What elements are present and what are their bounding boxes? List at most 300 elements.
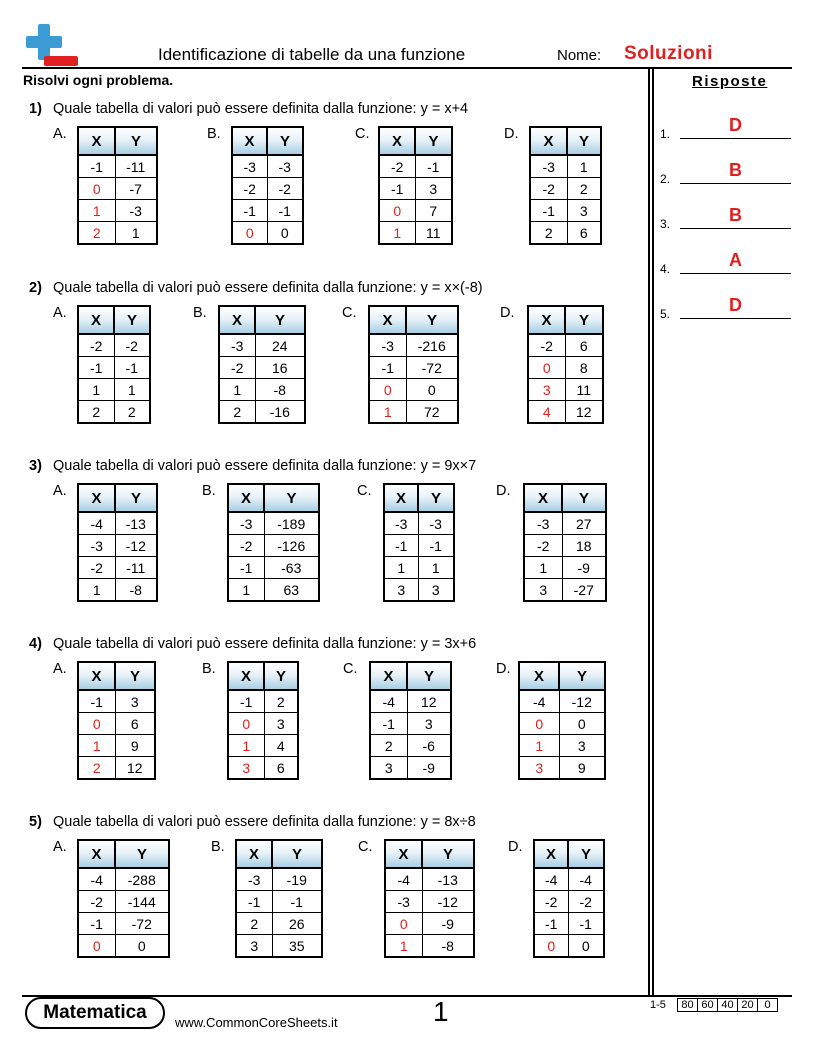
x-cell: -3 — [384, 512, 418, 535]
x-cell: 3 — [236, 935, 272, 958]
page-number: 1 — [433, 996, 449, 1027]
y-cell: 12 — [565, 401, 603, 424]
x-cell: -4 — [78, 868, 115, 891]
question-number: 2) — [29, 280, 42, 296]
table-row — [369, 357, 458, 379]
x-cell: -1 — [384, 535, 418, 557]
column-header-y: Y — [272, 840, 322, 868]
x-cell: -2 — [78, 334, 114, 357]
x-cell: -2 — [379, 155, 415, 178]
y-cell: 12 — [407, 690, 451, 713]
y-cell: -13 — [422, 868, 474, 891]
x-cell: -3 — [228, 512, 264, 535]
score-cell: 40 — [718, 999, 738, 1012]
x-cell: 0 — [78, 935, 115, 958]
y-cell: 26 — [272, 913, 322, 935]
table-row — [528, 334, 603, 357]
x-cell: 1 — [385, 935, 422, 958]
x-cell: -3 — [385, 891, 422, 913]
x-cell: 1 — [78, 735, 115, 757]
table-row — [228, 512, 319, 535]
table-row — [78, 222, 157, 245]
value-table — [368, 305, 459, 424]
score-table — [677, 998, 778, 1012]
x-cell: 1 — [228, 579, 264, 602]
x-cell: -2 — [534, 891, 568, 913]
question-prompt: Quale tabella di valori può essere definita dalla funzione: y = 3x+6 — [53, 636, 477, 652]
y-cell: 6 — [264, 757, 298, 780]
y-cell: 3 — [407, 713, 451, 735]
column-header-x: X — [369, 306, 406, 334]
option-label: B. — [207, 126, 221, 142]
y-cell: 35 — [272, 935, 322, 958]
value-table — [384, 839, 475, 958]
table-row — [534, 935, 604, 958]
column-header-x: X — [528, 306, 565, 334]
option-label: C. — [358, 839, 373, 855]
x-cell: -1 — [530, 200, 567, 222]
column-header-x: X — [78, 840, 115, 868]
table-row — [530, 222, 601, 245]
table-row — [385, 891, 474, 913]
table-row — [228, 690, 298, 713]
answer-number: 2. — [660, 172, 671, 186]
y-cell: -63 — [264, 557, 319, 579]
y-cell: 11 — [565, 379, 603, 401]
y-cell: 7 — [415, 200, 452, 222]
column-header-y: Y — [115, 127, 157, 155]
brand-badge: Matematica — [25, 997, 165, 1029]
y-cell: -19 — [272, 868, 322, 891]
table-row — [228, 579, 319, 602]
instructions: Risolvi ogni problema. — [23, 72, 174, 88]
answer-value: A — [729, 250, 742, 270]
y-cell: 72 — [406, 401, 458, 424]
y-cell: -12 — [422, 891, 474, 913]
y-cell: 27 — [562, 512, 606, 535]
table-row — [369, 379, 458, 401]
y-cell: 0 — [115, 935, 169, 958]
column-header-y: Y — [264, 484, 319, 512]
column-header-y: Y — [568, 840, 604, 868]
option-label: C. — [355, 126, 370, 142]
question-number: 5) — [29, 814, 42, 830]
column-header-x: X — [78, 662, 115, 690]
column-header-x: X — [519, 662, 559, 690]
x-cell: -1 — [78, 155, 115, 178]
table-row — [78, 178, 157, 200]
y-cell: -2 — [568, 891, 604, 913]
x-cell: -1 — [379, 178, 415, 200]
question-4-text — [29, 636, 476, 652]
x-cell: 1 — [519, 735, 559, 757]
table-row — [228, 735, 298, 757]
y-cell: 24 — [255, 334, 305, 357]
table-row — [219, 379, 305, 401]
y-cell: -216 — [406, 334, 458, 357]
y-cell: 3 — [559, 735, 605, 757]
table-row — [78, 200, 157, 222]
x-cell: -1 — [78, 357, 114, 379]
table-row — [78, 379, 150, 401]
x-cell: 1 — [78, 200, 115, 222]
question-prompt: Quale tabella di valori può essere definita dalla funzione: y = 8x÷8 — [53, 814, 476, 830]
y-cell: 0 — [568, 935, 604, 958]
y-cell: -3 — [418, 512, 454, 535]
x-cell: 0 — [228, 713, 264, 735]
column-header-x: X — [379, 127, 415, 155]
table-row — [379, 155, 452, 178]
option-label: A. — [53, 661, 67, 677]
x-cell: -3 — [369, 334, 406, 357]
table-row — [519, 713, 605, 735]
y-cell: -72 — [406, 357, 458, 379]
name-value: Soluzioni — [624, 43, 713, 64]
x-cell: -3 — [219, 334, 255, 357]
y-cell: -8 — [115, 579, 157, 602]
column-header-y: Y — [418, 484, 454, 512]
x-cell: -4 — [519, 690, 559, 713]
answer-value: B — [729, 160, 742, 180]
y-cell: -9 — [562, 557, 606, 579]
y-cell: -12 — [559, 690, 605, 713]
y-cell: 3 — [415, 178, 452, 200]
option-label: B. — [211, 839, 225, 855]
answer-number: 3. — [660, 217, 671, 231]
table-row — [534, 891, 604, 913]
y-cell: -288 — [115, 868, 169, 891]
x-cell: 1 — [78, 379, 114, 401]
x-cell: -2 — [232, 178, 267, 200]
column-header-y: Y — [115, 484, 157, 512]
table-row — [219, 334, 305, 357]
y-cell: -4 — [568, 868, 604, 891]
table-row — [384, 535, 454, 557]
table-row — [78, 579, 157, 602]
y-cell: 0 — [559, 713, 605, 735]
logo-icon — [22, 22, 80, 68]
x-cell: -1 — [369, 357, 406, 379]
x-cell: 0 — [534, 935, 568, 958]
y-cell: 2 — [264, 690, 298, 713]
column-header-y: Y — [115, 662, 155, 690]
y-cell: -1 — [568, 913, 604, 935]
table-row — [369, 334, 458, 357]
table-row — [530, 155, 601, 178]
x-cell: 2 — [219, 401, 255, 424]
table-row — [78, 155, 157, 178]
option-label: D. — [508, 839, 523, 855]
y-cell: 11 — [415, 222, 452, 245]
y-cell: -1 — [418, 535, 454, 557]
value-table — [235, 839, 323, 958]
option-label: D. — [500, 305, 515, 321]
value-table — [77, 483, 158, 602]
table-row — [369, 401, 458, 424]
answer-value: D — [729, 115, 742, 135]
question-2-text — [29, 280, 483, 296]
x-cell: -1 — [228, 557, 264, 579]
column-header-y: Y — [407, 662, 451, 690]
table-row — [78, 512, 157, 535]
answer-number: 1. — [660, 127, 671, 141]
y-cell: 9 — [559, 757, 605, 780]
question-number: 4) — [29, 636, 42, 652]
x-cell: 2 — [78, 222, 115, 245]
column-header-x: X — [534, 840, 568, 868]
x-cell: 3 — [384, 579, 418, 602]
column-header-x: X — [370, 662, 407, 690]
x-cell: 1 — [219, 379, 255, 401]
table-row — [528, 357, 603, 379]
x-cell: -4 — [78, 512, 115, 535]
table-row — [379, 178, 452, 200]
table-row — [78, 757, 155, 780]
value-table — [527, 305, 604, 424]
score-cell: 60 — [698, 999, 718, 1012]
table-row — [78, 334, 150, 357]
answer-value: B — [729, 205, 742, 225]
x-cell: -1 — [78, 690, 115, 713]
y-cell: -9 — [422, 913, 474, 935]
answer-number: 5. — [660, 307, 671, 321]
option-label: C. — [357, 483, 372, 499]
y-cell: 1 — [115, 222, 157, 245]
answers-title: Risposte — [692, 73, 768, 90]
column-header-y: Y — [267, 127, 303, 155]
y-cell: 6 — [565, 334, 603, 357]
column-header-y: Y — [562, 484, 606, 512]
table-row — [524, 512, 606, 535]
column-header-y: Y — [255, 306, 305, 334]
y-cell: -1 — [272, 891, 322, 913]
y-cell: 12 — [115, 757, 155, 780]
y-cell: 8 — [565, 357, 603, 379]
table-row — [78, 557, 157, 579]
table-row — [78, 690, 155, 713]
page-title: Identificazione di tabelle da una funzione — [158, 45, 466, 64]
x-cell: -1 — [370, 713, 407, 735]
x-cell: 4 — [528, 401, 565, 424]
y-cell: 3 — [264, 713, 298, 735]
question-prompt: Quale tabella di valori può essere definita dalla funzione: y = x+4 — [53, 101, 469, 117]
table-row — [219, 357, 305, 379]
column-header-y: Y — [406, 306, 458, 334]
table-row — [534, 913, 604, 935]
y-cell: 0 — [406, 379, 458, 401]
answer-line — [680, 228, 791, 229]
table-row — [78, 357, 150, 379]
column-header-y: Y — [415, 127, 452, 155]
column-header-x: X — [530, 127, 567, 155]
x-cell: 0 — [78, 713, 115, 735]
y-cell: 1 — [418, 557, 454, 579]
column-header-x: X — [78, 127, 115, 155]
column-header-y: Y — [114, 306, 150, 334]
score-cell: 0 — [758, 999, 778, 1012]
y-cell: -6 — [407, 735, 451, 757]
y-cell: 2 — [114, 401, 150, 424]
y-cell: 3 — [567, 200, 601, 222]
option-label: C. — [342, 305, 357, 321]
table-row — [384, 512, 454, 535]
column-header-y: Y — [559, 662, 605, 690]
x-cell: -1 — [236, 891, 272, 913]
answer-line — [680, 138, 791, 139]
table-row — [78, 891, 169, 913]
table-row — [384, 557, 454, 579]
y-cell: 9 — [115, 735, 155, 757]
answer-value: D — [729, 295, 742, 315]
table-row — [524, 535, 606, 557]
x-cell: 1 — [524, 557, 562, 579]
x-cell: -1 — [228, 690, 264, 713]
x-cell: -2 — [78, 557, 115, 579]
table-row — [519, 757, 605, 780]
table-row — [530, 200, 601, 222]
table-row — [78, 913, 169, 935]
option-label: C. — [343, 661, 358, 677]
table-row — [232, 222, 303, 245]
y-cell: 1 — [567, 155, 601, 178]
value-table — [378, 126, 453, 245]
table-row — [236, 868, 322, 891]
table-row — [228, 713, 298, 735]
option-label: A. — [53, 305, 67, 321]
question-number: 3) — [29, 458, 42, 474]
x-cell: -3 — [524, 512, 562, 535]
x-cell: 1 — [78, 579, 115, 602]
table-row — [385, 913, 474, 935]
column-header-x: X — [228, 662, 264, 690]
table-row — [385, 868, 474, 891]
x-cell: -4 — [534, 868, 568, 891]
score-cell: 20 — [738, 999, 758, 1012]
y-cell: -189 — [264, 512, 319, 535]
y-cell: -13 — [115, 512, 157, 535]
x-cell: 0 — [528, 357, 565, 379]
value-table — [77, 661, 156, 780]
table-row — [370, 757, 451, 780]
y-cell: 3 — [418, 579, 454, 602]
value-table — [227, 661, 299, 780]
y-cell: 2 — [567, 178, 601, 200]
x-cell: 2 — [78, 757, 115, 780]
option-label: D. — [496, 661, 511, 677]
value-table — [231, 126, 304, 245]
x-cell: 3 — [228, 757, 264, 780]
x-cell: 3 — [528, 379, 565, 401]
name-label: Nome: — [557, 47, 602, 64]
table-row — [519, 690, 605, 713]
y-cell: 0 — [267, 222, 303, 245]
option-label: A. — [53, 483, 67, 499]
x-cell: 2 — [370, 735, 407, 757]
table-row — [519, 735, 605, 757]
y-cell: -2 — [114, 334, 150, 357]
x-cell: 1 — [379, 222, 415, 245]
site-url[interactable]: www.CommonCoreSheets.it — [175, 1015, 338, 1030]
x-cell: -3 — [232, 155, 267, 178]
x-cell: -3 — [236, 868, 272, 891]
table-row — [370, 713, 451, 735]
x-cell: 0 — [519, 713, 559, 735]
question-prompt: Quale tabella di valori può essere definita dalla funzione: y = x×(-8) — [53, 280, 483, 296]
column-header-x: X — [78, 484, 115, 512]
column-header-x: X — [78, 306, 114, 334]
table-row — [78, 868, 169, 891]
x-cell: 3 — [519, 757, 559, 780]
y-cell: 16 — [255, 357, 305, 379]
x-cell: -2 — [78, 891, 115, 913]
table-row — [379, 222, 452, 245]
question-1-text — [29, 101, 468, 117]
y-cell: -3 — [267, 155, 303, 178]
x-cell: 1 — [384, 557, 418, 579]
option-label: B. — [202, 661, 216, 677]
value-table — [218, 305, 306, 424]
question-3-text — [29, 458, 476, 474]
option-label: D. — [504, 126, 519, 142]
x-cell: 1 — [228, 735, 264, 757]
x-cell: 0 — [78, 178, 115, 200]
value-table — [523, 483, 607, 602]
table-row — [370, 690, 451, 713]
column-header-y: Y — [565, 306, 603, 334]
y-cell: -27 — [562, 579, 606, 602]
value-table — [77, 126, 158, 245]
y-cell: -126 — [264, 535, 319, 557]
y-cell: 4 — [264, 735, 298, 757]
x-cell: -3 — [530, 155, 567, 178]
x-cell: 0 — [385, 913, 422, 935]
x-cell: 2 — [236, 913, 272, 935]
y-cell: -8 — [422, 935, 474, 958]
table-row — [370, 735, 451, 757]
x-cell: -4 — [370, 690, 407, 713]
option-label: B. — [193, 305, 207, 321]
table-row — [524, 579, 606, 602]
y-cell: -1 — [267, 200, 303, 222]
answer-line — [680, 273, 791, 274]
table-row — [78, 713, 155, 735]
table-row — [236, 891, 322, 913]
y-cell: -9 — [407, 757, 451, 780]
answer-number: 4. — [660, 262, 671, 276]
table-row — [232, 200, 303, 222]
value-table — [533, 839, 605, 958]
table-row — [228, 757, 298, 780]
y-cell: -2 — [267, 178, 303, 200]
x-cell: 3 — [524, 579, 562, 602]
y-cell: -16 — [255, 401, 305, 424]
y-cell: 6 — [567, 222, 601, 245]
x-cell: -2 — [530, 178, 567, 200]
column-header-x: X — [236, 840, 272, 868]
column-header-x: X — [384, 484, 418, 512]
y-cell: 63 — [264, 579, 319, 602]
value-table — [369, 661, 452, 780]
column-header-y: Y — [567, 127, 601, 155]
x-cell: 2 — [78, 401, 114, 424]
table-row — [530, 178, 601, 200]
y-cell: -11 — [115, 155, 157, 178]
value-table — [518, 661, 606, 780]
column-header-x: X — [385, 840, 422, 868]
y-cell: -12 — [115, 535, 157, 557]
y-cell: -7 — [115, 178, 157, 200]
score-cell: 80 — [678, 999, 698, 1012]
